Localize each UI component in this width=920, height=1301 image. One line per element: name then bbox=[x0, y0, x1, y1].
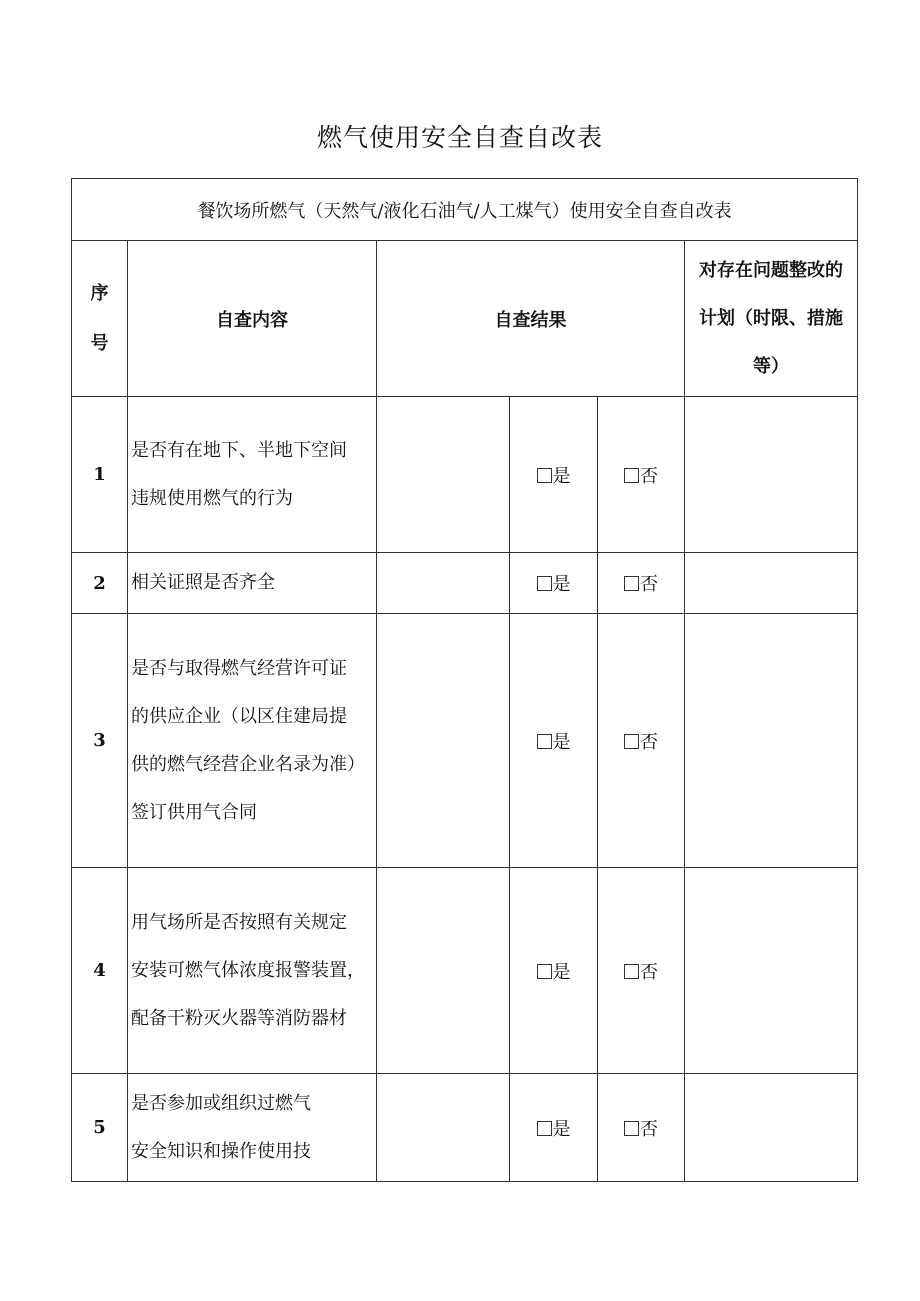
plan-cell[interactable] bbox=[685, 614, 858, 868]
table-row bbox=[72, 1074, 858, 1182]
plan-cell[interactable] bbox=[685, 868, 858, 1074]
checkbox-icon[interactable] bbox=[624, 1121, 639, 1136]
row-number: 3 bbox=[72, 614, 128, 868]
yes-label: 是 bbox=[552, 961, 571, 983]
header-plan-line: 等） bbox=[753, 355, 789, 377]
content-line: 用气场所是否按照有关规定 bbox=[131, 911, 347, 933]
checkbox-icon[interactable] bbox=[537, 468, 552, 483]
row-number: 2 bbox=[72, 553, 128, 614]
checkbox-icon[interactable] bbox=[537, 734, 552, 749]
header-content: 自查内容 bbox=[128, 241, 377, 397]
yes-label: 是 bbox=[552, 1118, 571, 1140]
content-line: 违规使用燃气的行为 bbox=[131, 487, 293, 509]
checkbox-icon[interactable] bbox=[624, 576, 639, 591]
self-check-table bbox=[71, 178, 858, 1182]
header-seq-line: 号 bbox=[90, 332, 109, 354]
table-row bbox=[72, 397, 858, 553]
no-option[interactable] bbox=[598, 614, 685, 868]
yes-option[interactable] bbox=[510, 553, 598, 614]
no-option[interactable] bbox=[598, 397, 685, 553]
header-plan-line: 计划（时限、措施 bbox=[699, 307, 843, 329]
result-note-cell[interactable] bbox=[377, 1074, 510, 1182]
content-line: 安全知识和操作使用技 bbox=[131, 1140, 311, 1162]
table-row bbox=[72, 868, 858, 1074]
checkbox-icon[interactable] bbox=[537, 964, 552, 979]
header-plan-line: 对存在问题整改的 bbox=[699, 259, 843, 281]
checkbox-icon[interactable] bbox=[624, 468, 639, 483]
header-result: 自查结果 bbox=[377, 241, 685, 397]
table-header-row bbox=[72, 241, 858, 397]
plan-cell[interactable] bbox=[685, 397, 858, 553]
yes-option[interactable] bbox=[510, 397, 598, 553]
yes-label: 是 bbox=[552, 574, 571, 595]
no-option[interactable] bbox=[598, 1074, 685, 1182]
row-content bbox=[128, 868, 377, 1074]
checkbox-icon[interactable] bbox=[537, 576, 552, 591]
table-row bbox=[72, 553, 858, 614]
no-option[interactable] bbox=[598, 868, 685, 1074]
row-number: 1 bbox=[72, 397, 128, 553]
content-line: 是否有在地下、半地下空间 bbox=[131, 439, 347, 461]
result-note-cell[interactable] bbox=[377, 553, 510, 614]
header-seq bbox=[72, 241, 128, 397]
no-label: 否 bbox=[640, 961, 658, 983]
no-label: 否 bbox=[640, 1118, 658, 1140]
yes-option[interactable] bbox=[510, 614, 598, 868]
plan-cell[interactable] bbox=[685, 553, 858, 614]
content-line: 签订供用气合同 bbox=[131, 801, 257, 823]
checkbox-icon[interactable] bbox=[537, 1121, 552, 1136]
no-label: 否 bbox=[640, 731, 658, 753]
content-line: 供的燃气经营企业名录为准） bbox=[131, 753, 365, 775]
header-seq-line: 序 bbox=[90, 282, 109, 304]
table-banner: 餐饮场所燃气（天然气/液化石油气/人工煤气）使用安全自查自改表 bbox=[72, 179, 858, 241]
header-plan bbox=[685, 241, 858, 397]
yes-label: 是 bbox=[552, 731, 571, 753]
checkbox-icon[interactable] bbox=[624, 964, 639, 979]
plan-cell[interactable] bbox=[685, 1074, 858, 1182]
row-content bbox=[128, 553, 377, 614]
row-content bbox=[128, 614, 377, 868]
row-number: 4 bbox=[72, 868, 128, 1074]
content-line: 是否参加或组织过燃气 bbox=[131, 1092, 311, 1114]
result-note-cell[interactable] bbox=[377, 397, 510, 553]
yes-option[interactable] bbox=[510, 1074, 598, 1182]
row-number: 5 bbox=[72, 1074, 128, 1182]
no-label: 否 bbox=[640, 465, 658, 487]
yes-option[interactable] bbox=[510, 868, 598, 1074]
content-line: 是否与取得燃气经营许可证 bbox=[131, 657, 347, 679]
content-line: 相关证照是否齐全 bbox=[131, 572, 275, 593]
row-content bbox=[128, 1074, 377, 1182]
content-line: 安装可燃气体浓度报警装置， bbox=[131, 959, 365, 981]
document-title: 燃气使用安全自查自改表 bbox=[316, 123, 603, 152]
content-line: 的供应企业（以区住建局提 bbox=[131, 705, 347, 727]
checkbox-icon[interactable] bbox=[624, 734, 639, 749]
row-content bbox=[128, 397, 377, 553]
content-line: 配备干粉灭火器等消防器材 bbox=[131, 1007, 347, 1029]
no-label: 否 bbox=[640, 574, 658, 595]
yes-label: 是 bbox=[552, 465, 571, 487]
no-option[interactable] bbox=[598, 553, 685, 614]
table-row bbox=[72, 614, 858, 868]
result-note-cell[interactable] bbox=[377, 868, 510, 1074]
result-note-cell[interactable] bbox=[377, 614, 510, 868]
table-banner-row bbox=[72, 179, 858, 241]
